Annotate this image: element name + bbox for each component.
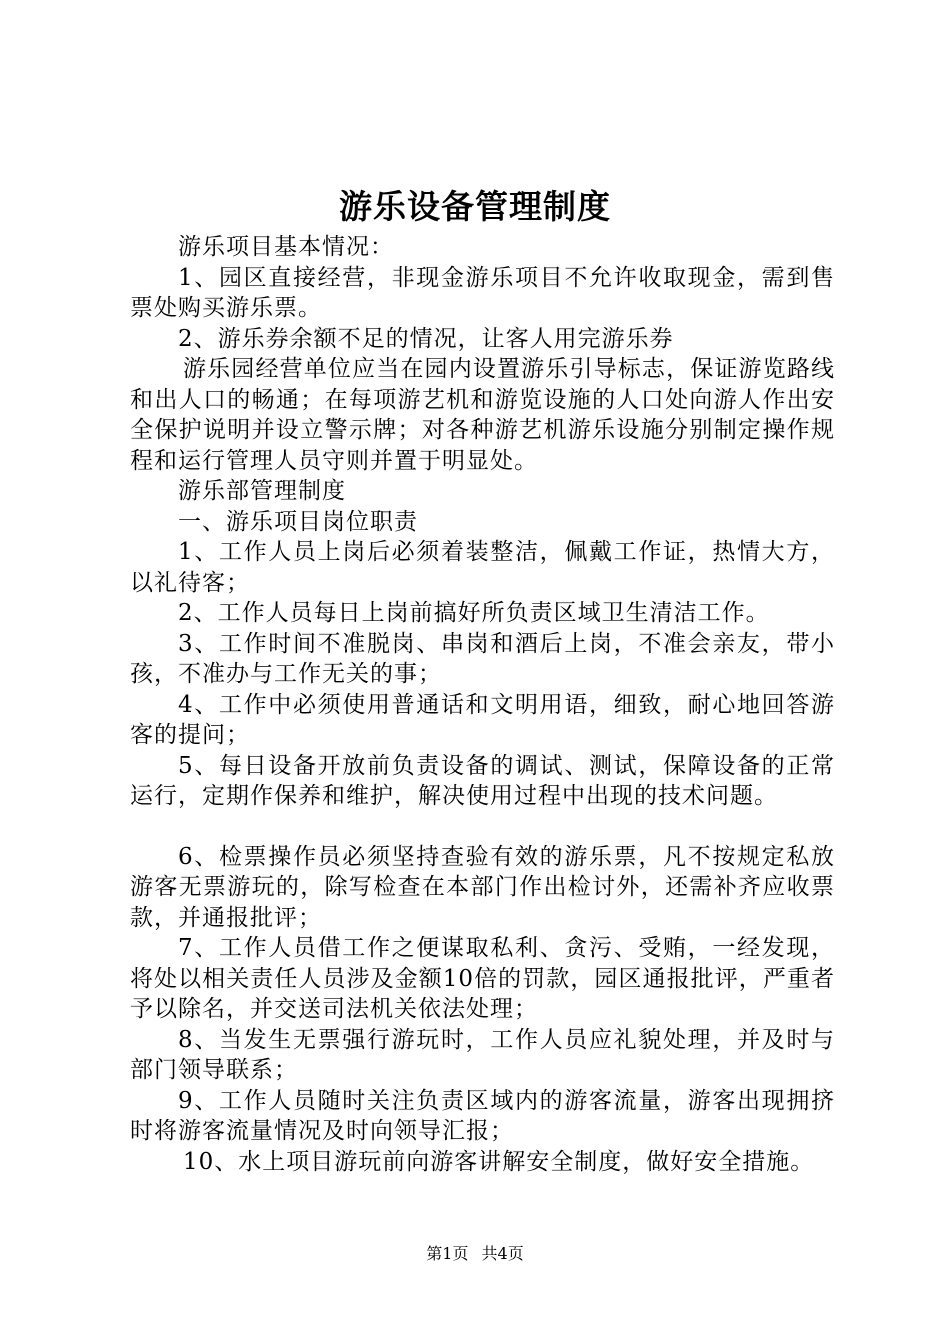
paragraph-duty-8: 8、当发生无票强行游玩时，工作人员应礼貌处理，并及时与部门领导联系； <box>130 1026 835 1083</box>
paragraph-duty-1: 1、工作人员上岗后必须着装整洁，佩戴工作证，热情大方，以礼待客； <box>130 539 835 596</box>
document-body <box>130 232 835 1177</box>
paragraph-signage-requirements: 游乐园经营单位应当在园内设置游乐引导标志，保证游览路线和出人口的畅通；在每项游艺机和游览设施的人口处向游人作出安全保护说明并设立警示牌；对各种游艺机游乐设施分别制定操作规程和运行管理人员守则并置于明显处。 <box>130 356 835 474</box>
paragraph-duty-6: 6、检票操作员必须坚持查验有效的游乐票，凡不按规定私放游客无票游玩的，除写检查在本部门作出检讨外，还需补齐应收票款，并通报批评； <box>130 843 835 931</box>
paragraph-duty-9: 9、工作人员随时关注负责区域内的游客流量，游客出现拥挤时将游客流量情况及时向领导汇报； <box>130 1087 835 1144</box>
paragraph-section-1-heading: 一、游乐项目岗位职责 <box>178 508 418 535</box>
paragraph-duty-5: 5、每日设备开放前负责设备的调试、测试，保障设备的正常运行，定期作保养和维护，解决使用过程中出现的技术问题。 <box>130 752 835 809</box>
paragraph-duty-10: 10、水上项目游玩前向游客讲解安全制度，做好安全措施。 <box>183 1148 815 1175</box>
page-number-current: 第1页 <box>426 1244 469 1263</box>
paragraph-item-2-voucher-balance: 2、游乐券余额不足的情况，让客人用完游乐券 <box>178 325 674 352</box>
paragraph-dept-rules-heading: 游乐部管理制度 <box>178 478 346 504</box>
paragraph-duty-7: 7、工作人员借工作之便谋取私利、贪污、受贿，一经发现，将处以相关责任人员涉及金额10倍的罚款，园区通报批评，严重者予以除名，并交送司法机关依法处理； <box>130 935 835 1022</box>
paragraph-item-1-cash-policy: 1、园区直接经营，非现金游乐项目不允许收取现金，需到售票处购买游乐票。 <box>130 264 835 321</box>
paragraph-spacer <box>130 812 835 842</box>
paragraph-basic-info-heading: 游乐项目基本情况： <box>178 234 394 260</box>
paragraph-duty-3: 3、工作时间不准脱岗、串岗和酒后上岗，不准会亲友，带小孩，不准办与工作无关的事； <box>130 630 835 687</box>
document-title: 游乐设备管理制度 <box>339 187 611 226</box>
paragraph-duty-4: 4、工作中必须使用普通话和文明用语，细致，耐心地回答游客的提问； <box>130 691 835 748</box>
page-footer <box>0 1243 950 1265</box>
page-number-total: 共4页 <box>481 1244 524 1263</box>
paragraph-duty-2: 2、工作人员每日上岗前搞好所负责区域卫生清洁工作。 <box>178 600 770 626</box>
